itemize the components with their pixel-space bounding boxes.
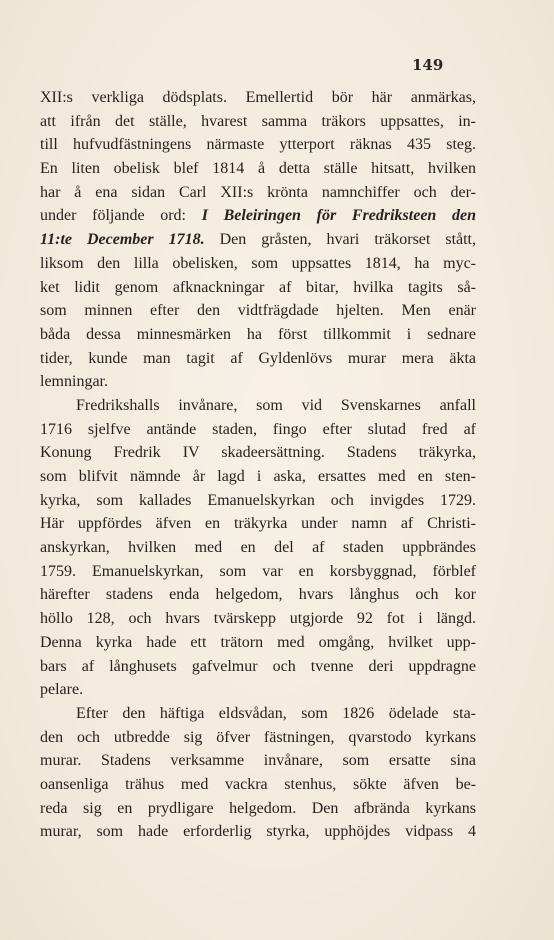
text-run: har å ena sidan Carl XII:s krönta namnchiffer och der- [40, 183, 476, 201]
text-run: Konung Fredrik IV skadeersättning. Stadens träkyrka, [40, 444, 476, 462]
text-line [40, 702, 476, 726]
text-run: Här uppfördes äfven en träkyrka under namn af Christi- [40, 515, 476, 533]
text-run: härefter stadens enda helgedom, hvars långhus och kor [40, 586, 476, 604]
text-line [40, 418, 476, 442]
text-run: XII:s verkliga dödsplats. Emellertid bör här anmärkas, [40, 89, 476, 106]
text-run: båda dessa minnesmärken ha först tillkommit i sednare [40, 325, 476, 343]
text-line [40, 133, 476, 157]
text-run: lemningar. [40, 373, 108, 391]
text-run: murar, som hade erforderlig styrka, upphöjdes vidpass 4 [40, 823, 476, 841]
text-line [40, 394, 476, 418]
text-line [40, 560, 476, 584]
text-line [40, 797, 476, 821]
text-line [40, 678, 476, 702]
text-run: den och utbredde sig öfver fästningen, qvarstodo kyrkans [40, 728, 476, 746]
text-run: bars af långhusets gafvelmur och tvenne deri uppdragne [40, 657, 476, 675]
text-line [40, 820, 476, 844]
text-line [40, 157, 476, 181]
body-text [40, 86, 476, 844]
text-run: som minnen efter den vidtfrägdade hjelten. Men enär [40, 302, 476, 320]
text-line [40, 370, 476, 394]
text-run: Denna kyrka hade ett trätorn med omgång, hvilket upp- [40, 633, 476, 651]
italic-inscription: I Beleiringen för Fredriksteen den [201, 207, 476, 225]
text-line [40, 181, 476, 205]
text-line [40, 512, 476, 536]
text-line [40, 252, 476, 276]
text-run: att ifrån det ställe, hvarest samma träkors uppsattes, in- [40, 112, 476, 130]
text-run: Den gråsten, hvari träkorset stått, [204, 231, 476, 249]
text-line [40, 773, 476, 797]
text-run: Fredrikshalls invånare, som vid Svenskarnes anfall [76, 396, 476, 414]
text-line [40, 726, 476, 750]
text-line [40, 347, 476, 371]
text-run: som blifvit nämnde år lagd i aska, ersattes med en sten- [40, 468, 476, 485]
text-run: till hufvudfästningens närmaste ytterport räknas 435 steg. [40, 136, 476, 154]
text-run: liksom den lilla obelisken, som uppsattes 1814, ha myc- [40, 254, 476, 272]
text-line [40, 299, 476, 323]
italic-inscription: 11:te December 1718. [40, 231, 205, 249]
text-run: ket lidit genom afknackningar af bitar, hvilka tagits så- [40, 278, 476, 296]
text-line [40, 441, 476, 465]
text-line [40, 228, 476, 252]
text-run: En liten obelisk blef 1814 å detta ställe hitsatt, hvilken [40, 160, 476, 178]
text-run: höllo 128, och hvars tvärskepp utgjorde 92 fot i längd. [40, 610, 476, 628]
text-line [40, 86, 476, 110]
text-run: under följande ord: [40, 207, 202, 225]
text-line [40, 536, 476, 560]
text-line [40, 655, 476, 679]
text-run: 1759. Emanuelskyrkan, som var en korsbyggnad, förblef [40, 562, 476, 580]
text-line [40, 323, 476, 347]
text-run: tider, kunde man tagit af Gyldenlövs murar mera äkta [40, 349, 476, 367]
text-run: kyrka, som kallades Emanuelskyrkan och invigdes 1729. [40, 491, 476, 509]
text-run: anskyrkan, hvilken med en del af staden uppbrändes [40, 539, 476, 557]
page-number: 149 [412, 56, 444, 74]
text-run: pelare. [40, 681, 84, 699]
text-line [40, 276, 476, 300]
text-run: 1716 sjelfve antände staden, fingo efter slutad fred af [40, 420, 476, 438]
text-line [40, 110, 476, 134]
text-line [40, 583, 476, 607]
text-line [40, 631, 476, 655]
text-run: Efter den häftiga eldsvådan, som 1826 ödelade sta- [76, 704, 476, 722]
text-line [40, 465, 476, 489]
text-line [40, 204, 476, 228]
text-line [40, 607, 476, 631]
text-run: reda sig en prydligare helgedom. Den afbrända kyrkans [40, 799, 476, 817]
text-run: murar. Stadens verksamme invånare, som ersatte sina [40, 752, 476, 770]
text-line [40, 489, 476, 513]
text-run: oansenliga trähus med vackra stenhus, sökte äfven be- [40, 775, 476, 793]
text-line [40, 749, 476, 773]
